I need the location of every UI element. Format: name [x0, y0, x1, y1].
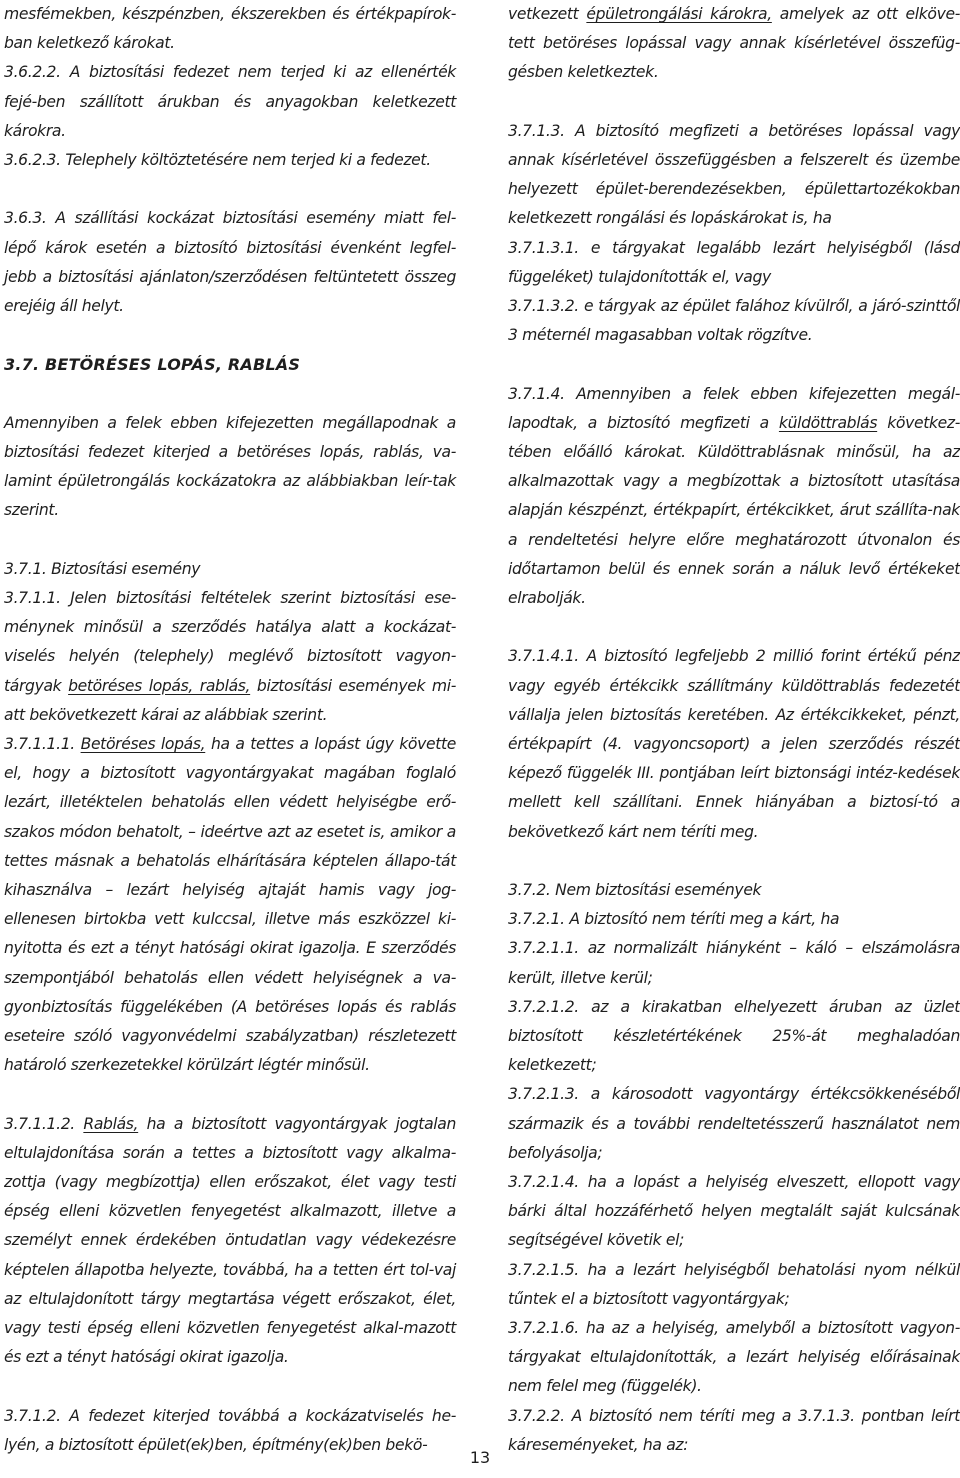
text-run: 3.7.2.1.4. ha a lopást a helyiség elveszett, ellopott vagy bárki által hozzáférhető helyen megtalált saját kulcsának segítségével követik el; — [508, 1173, 960, 1250]
paragraph-gap — [508, 88, 960, 117]
text-run: 3.7.1. Biztosítási esemény — [4, 559, 201, 578]
text-run: 3.6.3. A szállítási kockázat biztosítási esemény miatt fel-lépő károk esetén a biztosító biztosítási évenként legfel-jebb a biztosítási ajánlaton/szerződésen feltüntetett összeg erejéig áll helyt. — [4, 209, 456, 316]
text-run: 3.7.1.2. A fedezet kiterjed továbbá a kockázatviselés he-lyén, a biztosított épület(ek)ben, építmény(ek)ben bekö- — [4, 1406, 456, 1454]
paragraph — [4, 0, 456, 58]
text-run: 3.7.1.4.1. A biztosító legfeljebb 2 millió forint értékű pénz vagy egyéb értékcikk szállítmány küldöttrablás fedezetét vállalja jelen biztosítás keretében. Az értékcikkeket, pénzt, értékpapírt (4. vagyoncsoport) a jelen szerződés részét képező függelék III. pontjában leírt biztonsági intéz-kedések mellett kell szállítani. Ennek hiányában a biztosí-tó a bekövetkező kárt nem téríti meg. — [508, 647, 960, 841]
paragraph — [508, 1256, 960, 1314]
text-run: 3.7.1.1.2. — [4, 1114, 84, 1133]
page-number: 13 — [469, 1448, 491, 1467]
text-run: ha a tettes a lopást úgy követte el, hogy a biztosított vagyontárgyakat magában foglaló lezárt, illetéktelen behatolás ellen védett helyiségbe erő-szakos módon behatolt, – ideértve azt az esetet is, amikor a tettes másnak a behatolás elhárítására képtelen állapo-tát kihasználva – lezárt helyiség ajtaját hamis vagy jog-ellenesen birtokba vett kulccsal, illetve más eszközzel ki-nyitotta és ezt a tényt hatósági okirat igazolja. E szerződés szempontjából behatolás ellen védett helyiségnek a va-gyonbiztosítás függelékében (A betöréses lopás és rablás eseteire szóló vagyonvédelmi szabályzatban) részletezett határoló szerkezetekkel körülzárt légtér minősül. — [4, 735, 457, 1075]
paragraph — [4, 730, 456, 1080]
paragraph — [508, 0, 960, 88]
text-run: biztosítási események mi-att bekövetkezett kárai az alábbiak szerint. — [4, 676, 456, 724]
paragraph — [508, 642, 960, 846]
paragraph — [508, 993, 960, 1081]
paragraph — [508, 905, 960, 934]
text-run: 3.7.1.1.1. — [4, 735, 81, 754]
text-run: 3.7.2.1.5. ha a lezárt helyiségből behatolási nyom nélkül tűntek el a biztosított vagyontárgyak; — [508, 1260, 960, 1308]
left-column — [4, 0, 456, 1460]
underlined-term: Rablás, — [83, 1114, 139, 1133]
text-run: 3.7.2.1.2. az a kirakatban elhelyezett áruban az üzlet biztosított készletértékének 25%-át meghaladóan keletkezett; — [508, 997, 960, 1075]
paragraph-gap — [4, 321, 456, 350]
paragraph-gap — [508, 613, 960, 642]
text-run: 3.7.2.1. A biztosító nem téríti meg a kárt, ha — [508, 910, 840, 929]
text-run: 3.7.1.1. Jelen biztosítási feltételek szerint biztosítási ese-ménynek minősül a szerződés hatálya alatt a kockázat-viselés helyén (telephely) meglévő biztosított vagyon-tárgyak — [4, 589, 456, 695]
text-run: Amennyiben a felek ebben kifejezetten megállapodnak a biztosítási fedezet kiterjed a betöréses lopás, rablás, va-lamint épületrongálás kockázatokra az alábbiakban leír-tak szerint. — [4, 413, 456, 520]
right-column — [508, 0, 960, 1460]
paragraph — [4, 409, 456, 526]
text-run: ha a biztosított vagyontárgyak jogtalan eltulajdonítása során a tettes a biztosított vagy alkalma-zottja (vagy megbízottja) ellen erőszakot, élet vagy testi épség elleni közvetlen fenyegetést alkalmazott, illetve a személyt ennek érdekében öntudatlan vagy védekezésre képtelen állapotba helyezte, továbbá, ha a tetten ért tol-vaj az eltulajdonított tárgy megtartása végett erőszakot, élet, vagy testi épség elleni közvetlen fenyegetést alkal-mazott és ezt a tényt hatósági okirat igazolja. — [4, 1114, 456, 1367]
paragraph — [4, 555, 456, 584]
text-run: 3.6.2.2. A biztosítási fedezet nem terjed ki az ellenérték fejé-ben szállított árukban és anyagokban keletkezett károkra. — [4, 63, 456, 140]
paragraph — [508, 117, 960, 234]
text-run: 3.7.2.1.3. a károsodott vagyontárgy értékcsökkenéséből származik és a további rendeltetésszerű használatot nem befolyásolja; — [508, 1085, 960, 1162]
underlined-term: betöréses lopás, rablás, — [68, 676, 251, 695]
text-run: 3.7.2.2. A biztosító nem téríti meg a 3.7.1.3. pontban leírt káreseményeket, ha az: — [508, 1406, 960, 1454]
paragraph-gap — [4, 526, 456, 555]
paragraph — [4, 58, 456, 146]
text-run: következ-tében előálló károkat. Küldöttrablásnak minősül, ha az alkalmazottak vagy a megbízottak a biztosított utasítása alapján készpénzt, értékpapírt, értékcikket, árut szállíta-nak a rendeltetési helyre előre meghatározott útvonalon és időtartamon belül és ennek során a náluk levő értékeket elrabolják. — [508, 413, 960, 608]
paragraph-gap — [4, 175, 456, 204]
paragraph — [4, 584, 456, 730]
text-run: vetkezett — [508, 5, 587, 23]
paragraph-gap — [4, 380, 456, 409]
paragraph — [508, 380, 960, 614]
underlined-term: küldöttrablás — [778, 413, 878, 432]
paragraph — [4, 1110, 456, 1373]
paragraph — [4, 146, 456, 175]
text-run: 3.7.2.1.6. ha az a helyiség, amelyből a biztosított vagyon-tárgyakat eltulajdonították, a lezárt helyiség előírásainak nem felel meg (függelék). — [508, 1319, 960, 1396]
paragraph — [508, 934, 960, 992]
paragraph-gap — [508, 847, 960, 876]
paragraph — [508, 1314, 960, 1402]
paragraph — [508, 1080, 960, 1168]
text-run: 3.6.2.3. Telephely költöztetésére nem terjed ki a fedezet. — [4, 151, 431, 170]
paragraph — [508, 1168, 960, 1256]
paragraph — [508, 876, 960, 905]
text-run: 3.7.2. Nem biztosítási események — [508, 881, 762, 900]
text-run: 3.7.2.1.1. az normalizált hiányként – káló – elszámolásra került, illetve kerül; — [508, 939, 960, 987]
paragraph-gap — [508, 350, 960, 379]
text-run: 3.7. BETÖRÉSES LOPÁS, RABLÁS — [4, 355, 301, 375]
section-heading — [4, 350, 456, 379]
paragraph-gap — [4, 1080, 456, 1109]
underlined-term: épületrongálási károkra, — [586, 5, 772, 23]
text-run: mesfémekben, készpénzben, ékszerekben és értékpapírok-ban keletkező károkat. — [4, 5, 456, 53]
paragraph — [508, 292, 960, 350]
paragraph — [4, 204, 456, 321]
text-run: 3.7.1.3. A biztosító megfizeti a betöréses lopással vagy annak kísérletével összefüggésben a felszerelt és üzembe helyezett épület-berendezésekben, épülettartozékokban keletkezett rongálási és lopáskárokat is, ha — [508, 121, 960, 228]
underlined-term: Betöréses lopás, — [80, 735, 206, 754]
text-run: 3.7.1.3.1. e tárgyakat legalább lezárt helyiségből (lásd függeléket) tulajdonították el, vagy — [508, 238, 960, 286]
paragraph-gap — [4, 1372, 456, 1401]
text-run: 3.7.1.4. Amennyiben a felek ebben kifejezetten megál-lapodtak, a biztosító megfizeti a — [508, 384, 960, 432]
paragraph — [508, 234, 960, 292]
text-run: amelyek az ott elköve-tett betöréses lopással vagy annak kísérletével összefüg-gésben keletkeztek. — [508, 5, 960, 82]
text-run: 3.7.1.3.2. e tárgyak az épület falához kívülről, a járó-szinttől 3 méternél magasabban voltak rögzítve. — [508, 297, 960, 345]
